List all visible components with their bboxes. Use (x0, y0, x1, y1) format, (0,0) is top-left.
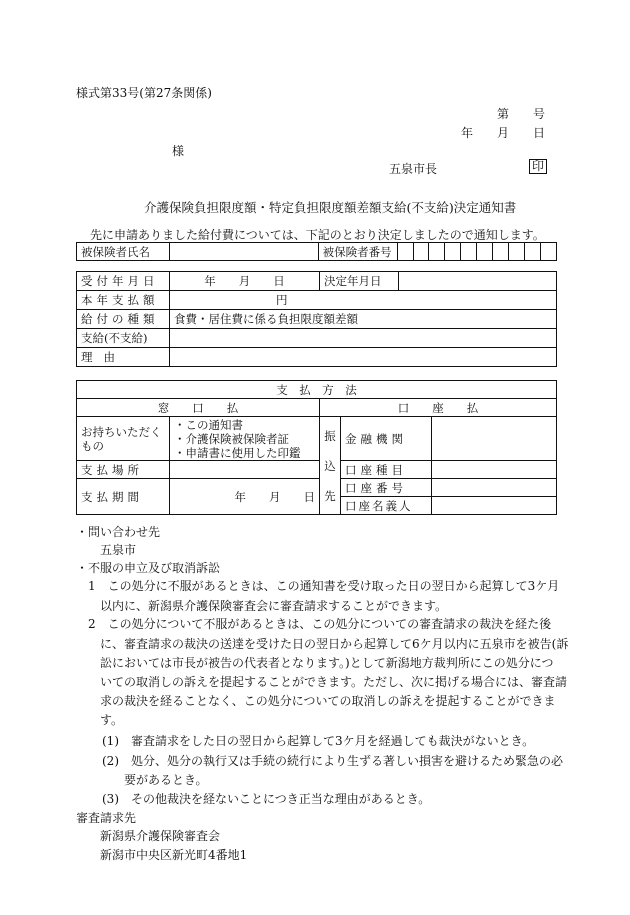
payment-details-table (76, 271, 557, 367)
appeal-item2-line1: 2 この処分について不服があるときは、この処分についての審査請求の裁決を経た後 (88, 617, 552, 631)
date-day: 日 (533, 126, 546, 140)
insured-number-digit[interactable] (445, 243, 461, 261)
bank-label: 金融機関 (341, 417, 432, 461)
insured-number-digit[interactable] (541, 243, 557, 261)
appeal-sub2-line2: 要があるとき。 (124, 773, 208, 787)
appeal-item2-line4: いての取消しの訴えを提起することができます。ただし、次に掲げる場合には、審査請 (100, 675, 568, 689)
amount-label: 本年支払額 (77, 291, 170, 310)
date-year: 年 (461, 126, 474, 140)
contact-value: 五泉市 (100, 543, 137, 557)
appeal-item1-line1: 1 この処分に不服があるときは、この通知書を受け取った日の翌日から起算して3ケ月 (88, 579, 560, 593)
bank-value[interactable] (432, 417, 557, 461)
decided-date-value[interactable] (399, 272, 557, 291)
doc-number-go: 号 (533, 107, 546, 121)
window-payment-header: 窓 口 払 (77, 399, 320, 417)
appeal-item2-line2: に、審査請求の裁決の送達を受けた日の翌日から起算して6ケ月以内に五泉市を被告(訴 (100, 637, 569, 651)
appeal-item2-line3: 訟においては市長が被告の代表者となります。)として新潟地方裁判所にこの処分につ (100, 656, 554, 670)
benefit-kind-value: 食費・居住費に係る負担限度額差額 (170, 310, 557, 329)
contact-heading: ・問い合わせ先 (76, 525, 161, 539)
insured-number-digit[interactable] (429, 243, 445, 261)
review-address: 新潟市中央区新光町4番地1 (100, 848, 248, 862)
payment-period-value[interactable]: 年 月 日 (170, 479, 320, 515)
amount-unit: 円 (276, 293, 288, 307)
appeal-item1-line2: 以内に、新潟県介護保険審査会に審査請求することができます。 (100, 599, 448, 613)
insured-table (76, 242, 557, 261)
appeal-item2-line5: 求の裁決を経ることなく、この処分についての取消しの訴えを提起することができま (100, 694, 556, 708)
payment-place-value[interactable] (170, 461, 320, 479)
insured-number-label: 被保険者番号 (318, 243, 397, 261)
intro-text: 先に申請ありました給付費については、下記のとおり決定しましたので通知します。 (90, 228, 545, 242)
date-month: 月 (497, 126, 510, 140)
appeal-heading: ・不服の申立及び取消訴訟 (76, 561, 221, 575)
received-date-label: 受付年月日 (77, 272, 170, 291)
addressee-suffix: 様 (172, 144, 185, 158)
insured-number-digit[interactable] (397, 243, 413, 261)
reason-label: 理由 (77, 348, 170, 367)
account-type-label: 口座種目 (341, 461, 432, 479)
decided-date-label: 決定年月日 (320, 272, 399, 291)
transfer-char: 込 (324, 458, 336, 473)
transfer-char: 振 (324, 428, 336, 443)
payment-method-table (76, 380, 557, 515)
insured-number-digit[interactable] (477, 243, 493, 261)
account-payment-header: 口 座 払 (320, 399, 557, 417)
bring-items-label: お持ちいただくもの (77, 417, 170, 461)
account-type-value[interactable] (432, 461, 557, 479)
bring-item: ・申請書に使用した印鑑 (174, 445, 301, 460)
insured-number-digit[interactable] (509, 243, 525, 261)
payment-status-value[interactable] (170, 329, 557, 348)
bring-item: ・この通知書 (174, 417, 243, 432)
insured-name-label: 被保険者氏名 (77, 243, 170, 261)
seal-mark: 印 (529, 159, 547, 174)
bring-item: ・介護保険被保険者証 (174, 431, 289, 446)
document-title: 介護保険負担限度額・特定負担限度額差額支給(不支給)決定通知書 (144, 200, 517, 215)
appeal-sub2-line1: (2) 処分、処分の執行又は手続の続行により生ずる著しい損害を避けるため緊急の必 (102, 754, 564, 768)
transfer-char: 先 (324, 488, 336, 503)
payment-status-label: 支給(不支給) (77, 329, 170, 348)
review-heading: 審査請求先 (76, 811, 137, 825)
doc-number-dai: 第 (497, 107, 510, 121)
payment-place-label: 支払場所 (77, 461, 170, 479)
insured-number-digit[interactable] (493, 243, 509, 261)
appeal-sub3: (3) その他裁決を経ないことにつき正当な理由があるとき。 (102, 792, 431, 806)
issuer: 五泉市長 (389, 162, 438, 176)
transfer-label (320, 417, 341, 515)
appeal-sub1: (1) 審査請求をした日の翌日から起算して3ケ月を経過しても裁決がないとき。 (102, 734, 535, 748)
account-number-label: 口座番号 (341, 479, 432, 497)
reason-value[interactable] (170, 348, 557, 367)
appeal-item2-line6: す。 (100, 713, 124, 727)
form-number: 様式第33号(第27条関係) (76, 86, 212, 100)
insured-number-digit[interactable] (461, 243, 477, 261)
insured-name-field[interactable] (169, 243, 318, 261)
amount-value[interactable] (170, 291, 557, 310)
insured-number-digit[interactable] (413, 243, 429, 261)
payment-period-label: 支払期間 (77, 479, 170, 515)
payment-method-header: 支 払 方 法 (77, 381, 557, 399)
bring-items-list (170, 417, 320, 461)
benefit-kind-label: 給付の種類 (77, 310, 170, 329)
account-number-value[interactable] (432, 479, 557, 497)
account-holder-label: 口座名義人 (341, 497, 432, 515)
account-holder-value[interactable] (432, 497, 557, 515)
received-date-value[interactable]: 年 月 日 (170, 272, 320, 291)
insured-number-digit[interactable] (525, 243, 541, 261)
review-name: 新潟県介護保険審査会 (100, 829, 221, 843)
